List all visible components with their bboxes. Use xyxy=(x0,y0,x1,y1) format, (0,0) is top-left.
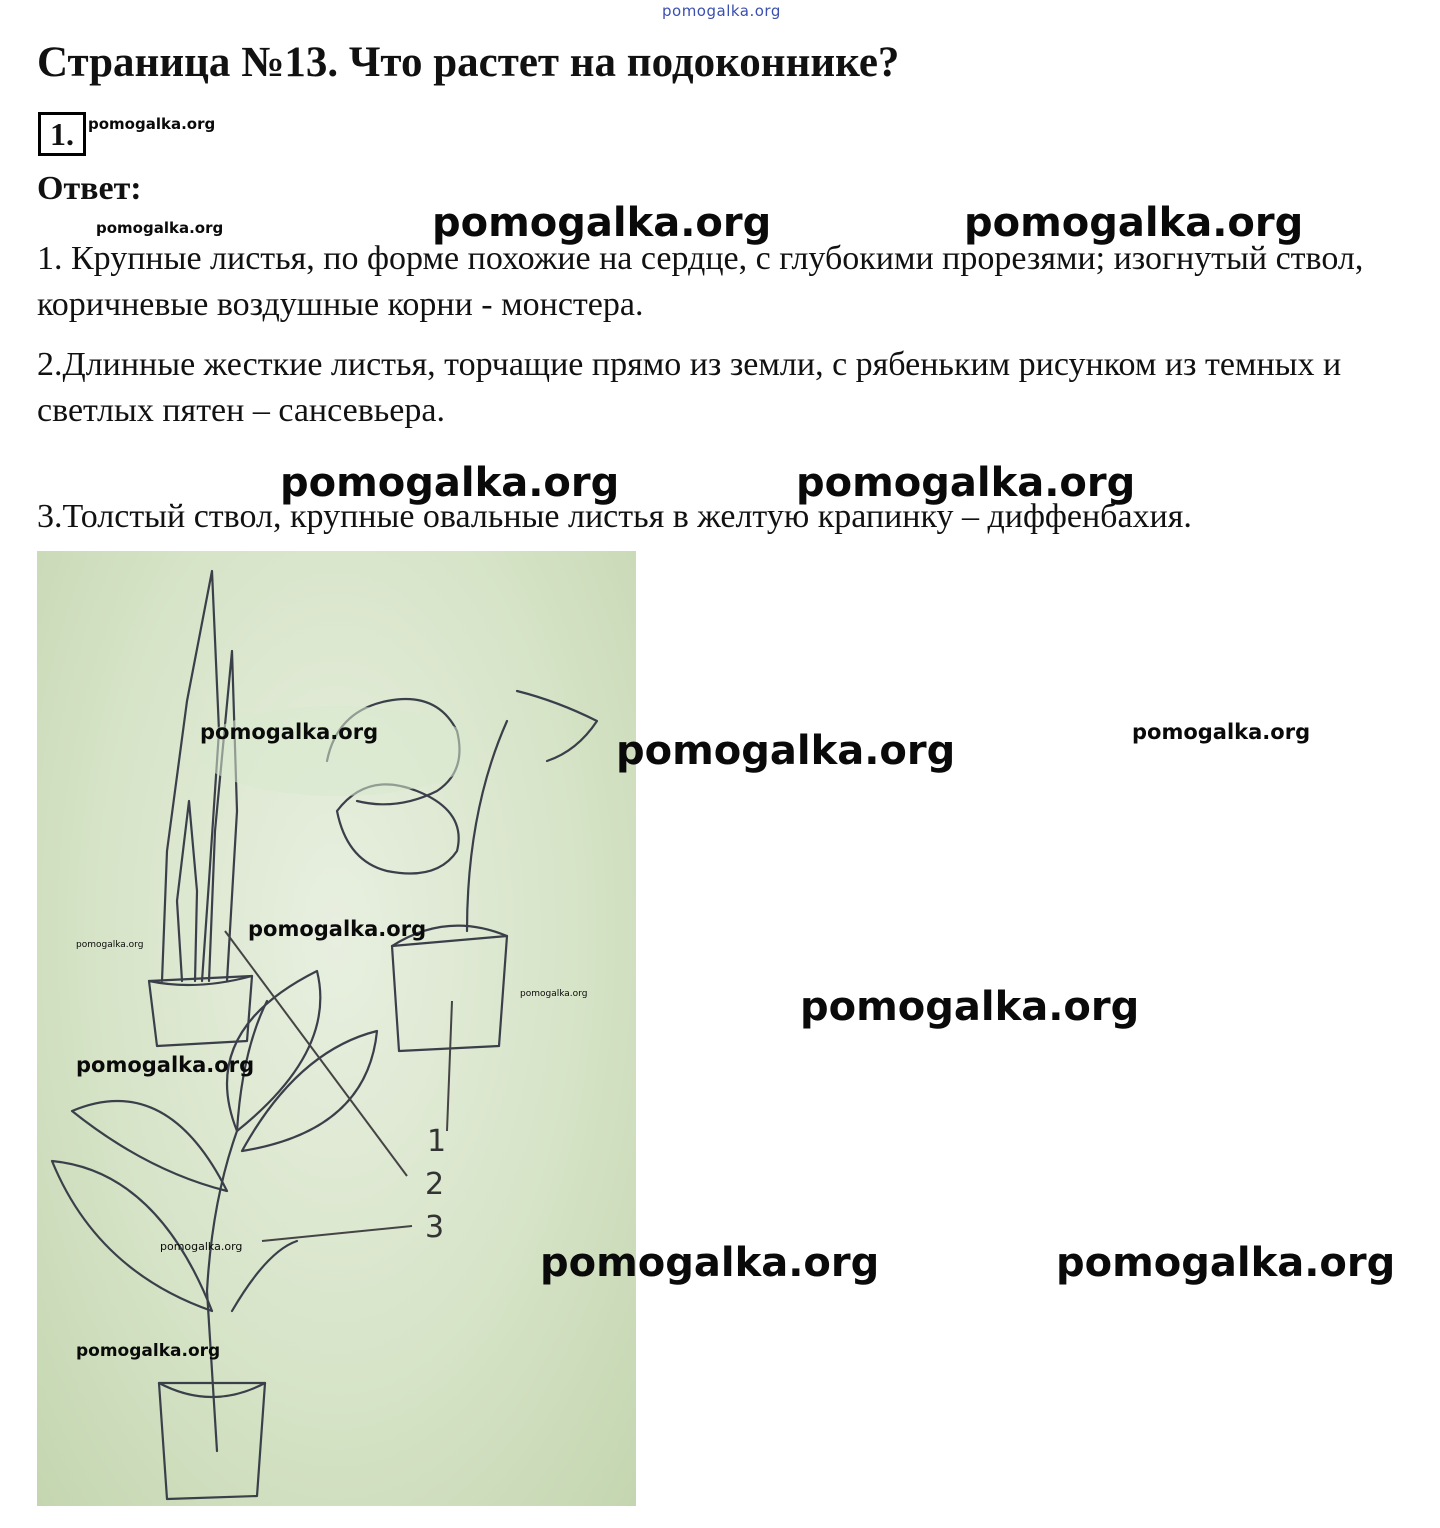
answer-label: Ответ: xyxy=(37,170,142,207)
watermark: pomogalka.org xyxy=(1132,720,1311,744)
top-watermark: pomogalka.org xyxy=(662,2,781,20)
task-number-box: 1. xyxy=(38,112,86,156)
watermark: pomogalka.org xyxy=(432,200,772,246)
sansevieria-pot xyxy=(149,976,252,1046)
pointer-line-1 xyxy=(447,1001,452,1131)
drawing-label-1: 1 xyxy=(427,1124,447,1159)
monstera-leaf xyxy=(337,784,459,873)
dieffenbachia-leaf xyxy=(242,1031,377,1151)
dieffenbachia-leaf xyxy=(72,1101,227,1191)
monstera-pot xyxy=(392,936,507,1051)
watermark: pomogalka.org xyxy=(160,1240,243,1253)
watermark: pomogalka.org xyxy=(76,1053,255,1077)
watermark: pomogalka.org xyxy=(96,219,224,237)
plants-sketch xyxy=(37,551,636,1506)
dieffenbachia-leaf xyxy=(52,1161,212,1311)
watermark: pomogalka.org xyxy=(76,940,144,950)
monstera-leaf xyxy=(517,691,597,761)
sansevieria-leaf xyxy=(177,801,197,981)
pointer-line-3 xyxy=(262,1226,412,1241)
page-title: Страница №13. Что растет на подоконнике? xyxy=(37,39,900,86)
drawing-label-3: 3 xyxy=(425,1210,445,1245)
watermark: pomogalka.org xyxy=(200,720,379,744)
watermark: pomogalka.org xyxy=(248,917,427,941)
watermark: pomogalka.org xyxy=(800,984,1140,1030)
watermark: pomogalka.org xyxy=(88,115,216,133)
answer-2: 2.Длинные жесткие листья, торчащие прямо из земли, с рябеньким рисунком из темных и светлых пятен – сансевьера. xyxy=(37,346,1342,429)
watermark: pomogalka.org xyxy=(616,728,956,774)
drawing-label-2: 2 xyxy=(425,1167,445,1202)
watermark: pomogalka.org xyxy=(280,460,620,506)
dieffenbachia-pot xyxy=(159,1383,265,1499)
answer-3: 3.Толстый ствол, крупные овальные листья в желтую крапинку – диффенбахия. xyxy=(37,498,1192,535)
plants-drawing-photo xyxy=(37,551,636,1506)
watermark: pomogalka.org xyxy=(76,1341,221,1361)
answer-1: 1. Крупные листья, по форме похожие на сердце, с глубокими прорезями; изогнутый ствол, коричневые воздушные корни - монстера. xyxy=(37,240,1364,323)
watermark: pomogalka.org xyxy=(540,1240,880,1286)
watermark: pomogalka.org xyxy=(796,460,1136,506)
watermark: pomogalka.org xyxy=(520,989,588,999)
watermark: pomogalka.org xyxy=(964,200,1304,246)
watermark: pomogalka.org xyxy=(1056,1240,1396,1286)
